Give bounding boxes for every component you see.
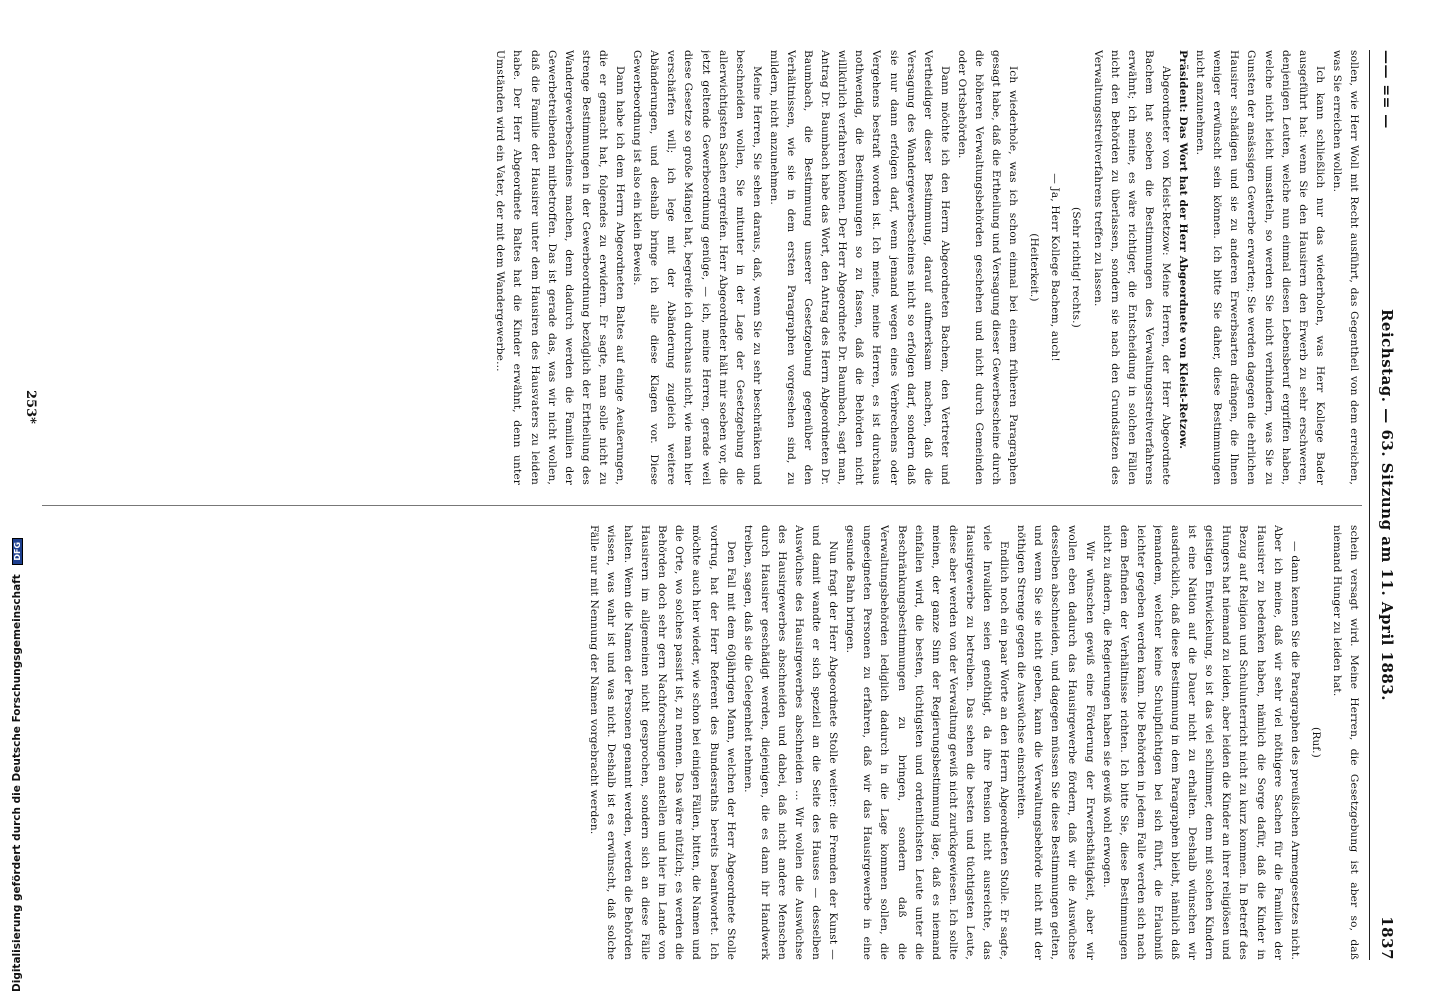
paragraph: Nun fragt der Herr Abgeordnete Stolle weiter: die Fremden der Kunst — und damit wandte er sich speziell an die Seite des Hauses — desselben Auswüchse des Hausirgewerbes abschneiden ... Wir wollen die Auswüchse des Hausirgewerbes abschneiden und dabei, daß nicht andere Menschen durch Hausirer geschädigt werden, diejenigen, die es dann ihr Handwerk treiben, sagen, daß sie die Gelegenheit nehmen. [741,525,840,960]
paragraph: Abgeordneter von Kleist-Retzow: Meine Herren, der Herr Abgeordnete Bachem hat soeben die Bestimmungen des Verwaltungsstreitverfahrens erwähnt; ich meine, es wäre richtiger, die Entscheidung in solchen Fällen nicht den Behörden zu überlassen, sondern sie nach den Grundsätzen des Verwaltungsstreitverfahrens treffen zu lassen. [1091,50,1172,485]
paragraph: Meine Herren, Sie sehen daraus, daß, wenn Sie zu sehr beschränken und beschneiden wollen, Sie mitunter in der Lage der Gesetzgebung die allerwichtigsten Sachen ergreifen. Herr Abgeordneter hält mir soeben vor, die jetzt geltende Gewerbeordnung genüge, — ich, meine Herren, gerade weil diese Gesetze so große Mängel hat, begreife ich durchaus nicht, wie man hier verschärfen will; ich lege mit der Abänderung zugleich weitere Abänderungen, und deshalb bringe ich alle diese Klagen vor. Diese Gewerbeordnung ist also ein klein Beweis. [631,50,763,485]
paragraph: Dann möchte ich den Herrn Abgeordneten Bachem, den Vertreter und Vertheidiger dieser Bestimmung, darauf aufmerksam machen, daß die Versagung des Wandergewerbescheines nicht so erfolgen darf, sondern daß sie nur dann erfolgen darf, wenn jemand wegen eines Verbrechens oder Vergehens bestraft worden ist. Ich meine, meine Herren, es ist durchaus nothwendig, die Bestimmungen so zu fassen, daß die Behörden nicht willkürlich verfahren können. Der Herr Abgeordnete Dr. Baumbach, sagt man, Antrag Dr. Baumbach habe das Wort, den Antrag des Herrn Abgeordneten Dr. Baumbach, die Bestimmung unserer Gesetzgebung gegenüber den Verhältnissen, wie sie in dem ersten Paragraphen vorgesehen sind, zu mildern, nicht anzunehmen. [767,50,951,485]
page-number: 1837 [1378,916,1396,960]
paragraph: Ich kann schließlich nur das wiederholen, was Herr Kollege Bader ausgeführt hat: wenn Sie den Hausirern den Erwerb zu sehr erschweren, denjenigen Leuten, welche nun einmal diesen Lebensberuf ergriffen haben, welche nicht leicht umsatteln, so werden Sie nicht verhindern, was Sie zu Gunsten der ansässigen Gewerbe erwarten; Sie werden dagegen die ehrlichen Hausirer schädigen und sie zu anderen Erwerbsarten drängen, die Ihnen weniger erwünscht sein können. Ich bitte Sie daher, diese Bestimmungen nicht anzunehmen. [1194,50,1326,485]
paragraph: Ich wiederhole, was ich schon einmal bei einem früheren Paragraphen gesagt habe, daß die Ertheilung und Versagung dieser Gewerbescheine durch die höheren Verwaltungsbehörden geschehen und nicht durch Gemeinden oder Ortsbehörden. [955,50,1020,485]
digitization-footer [0,0,22,1000]
paragraph: (Heiterkeit.) [1028,233,1041,302]
paragraph: Dann habe ich dem Herrn Abgeordneten Baltes auf einige Aeußerungen, die er gemacht hat, folgendes zu erwidern. Er sagte, man solle nicht zu strenge Bestimmungen in der Gewerbeordnung bezüglich der Ertheilung des Wandergewerbescheines machen, denn dadurch werden die Familien der Gewerbetreibenden mitbetroffen. Das ist gerade das, was wir nicht wollen, daß die Familie der Hausirer unter dem Hausiren des Hausvaters zu leiden habe. Der Herr Abgeordnete Baltes hat die Kinder erwähnt, denn unter Umständen wird ein Vater, der mit dem Wandergewerbe... [494,50,627,485]
footer-credit [11,541,23,992]
paragraph: Endlich noch ein paar Worte an den Herrn Abgeordneten Stolle. Er sagte, viele Invaliden seien genöthigt, da ihre Pension nicht ausreichte, das Hausirgewerbe zu betreiben. Das sehen die besten und tüchtigsten Leute, diese aber werden von der Verwaltung gewiß nicht zurückgewiesen. Ich sollte meinen, der ganze Sinn der Regierungsbestimmung läge, daß es niemand einfallen wird, die besten, tüchtigsten und ordentlichsten Leute unter die Beschränkungsbestimmungen zu bringen, sondern daß die Verwaltungsbehörden lediglich dadurch in die Lage kommen sollen, die ungeeigneten Personen zu erfahren, daß wir das Hausirgewerbe in eine gesunde Bahn bringen. [844,525,1011,960]
paragraph: — Ja, Herr Kollege Bachem, auch! [1049,173,1062,362]
paragraph: (Sehr richtig! rechts.) [1070,207,1083,328]
dfg-logo: DFG [12,538,23,565]
text-column-left [42,50,1362,485]
header-rule-mark: —— == — [1378,50,1394,129]
header-divider [1369,50,1370,960]
paragraph: — dann kennen Sie die Paragraphen des preußischen Armengesetzes nicht. Aber ich meine, daß wir sehr viel nöthigere Sachen für die Familien der Hausirer zu bedenken haben, nämlich die Sorge dafür, daß die Kinder in Bezug auf Religion und Schulunterricht nicht zu kurz kommen. In Betreff des Hungers hat niemand zu leiden, aber leiden die Kinder an ihrer religiösen und geistigen Entwickelung, so ist das viel schlimmer, denn mit solchen Kindern ist eine Nation auf die Dauer nicht zu erhalten. Deshalb wünschen wir ausdrücklich, daß diese Bestimmung in dem Paragraphen bleibt, nämlich daß jemandem, welcher keine Schulpflichtigen bei sich führt, die Erlaubniß leichter gegeben werden kann. Die Behörden in jedem Falle werden sich nach dem Befinden der Verhältnisse richten. Ich bitte Sie, diese Bestimmungen nicht zu ändern, die Regierungen haben sie gewiß wohl erwogen. [1100,525,1301,960]
paragraph: Wir wünschen gewiß eine Förderung der Erwerbsthätigkeit, aber wir wollen eben dadurch das Hausirgewerbe fördern, daß wir die Auswüchse desselben abschneiden, und dagegen müssen Sie diese Bestimmungen gelten, und wenn Sie sie nicht geben, kann die Verwaltungsbehörde nicht mit der nöthigen Strenge gegen die Auswüchse einschreiten. [1015,525,1096,960]
column-divider [42,505,1362,506]
page-header [1374,50,1396,960]
paragraph: (Ruf.) [1309,727,1322,758]
text-column-right [42,525,1362,960]
footer-credit-text: Digitalisierung gefördert durch die Deutsche Forschungsgemeinschaft [11,574,23,992]
paragraph: Den Fall mit dem 60jährigen Mann, welchen der Herr Abgeordnete Stolle vortrug, hat der Herr Referent des Bundesraths bereits beantwortet. Ich möchte auch hier wieder, wie schon bei einigen Fällen, bitten, die Namen und die Orte, wo solches passirt ist, zu nennen. Das wäre nützlich; es werden die Behörden doch sehr gern Nachforschungen anstellen und hier im Lande von Hausirern im allgemeinen nicht gesprochen, sondern sich an diese Fälle halten. Wenn die Namen der Personen genannt werden, werden die Behörden wissen, was wahr ist und was nicht. Deshalb ist es erwünscht, daß solche Fälle nur mit Nennung der Namen vorgebracht werden. [587,525,737,960]
paragraph: schein versagt wird. Meine Herren, die Gesetzgebung ist aber so, daß niemand Hunger zu leiden hat. [1330,525,1360,960]
signature-mark: 253* [23,390,38,424]
paragraph: Präsident: Das Wort hat der Herr Abgeordnete von Kleist-Retzow. [1177,50,1190,450]
page-title: Reichstag. — 63. Sitzung am 11. April 1883. [1378,308,1396,702]
paragraph: sollen, wie Herr Woll mit Recht ausführt, das Gegentheil von dem erreichen, was Sie erreichen wollen. [1330,50,1360,485]
